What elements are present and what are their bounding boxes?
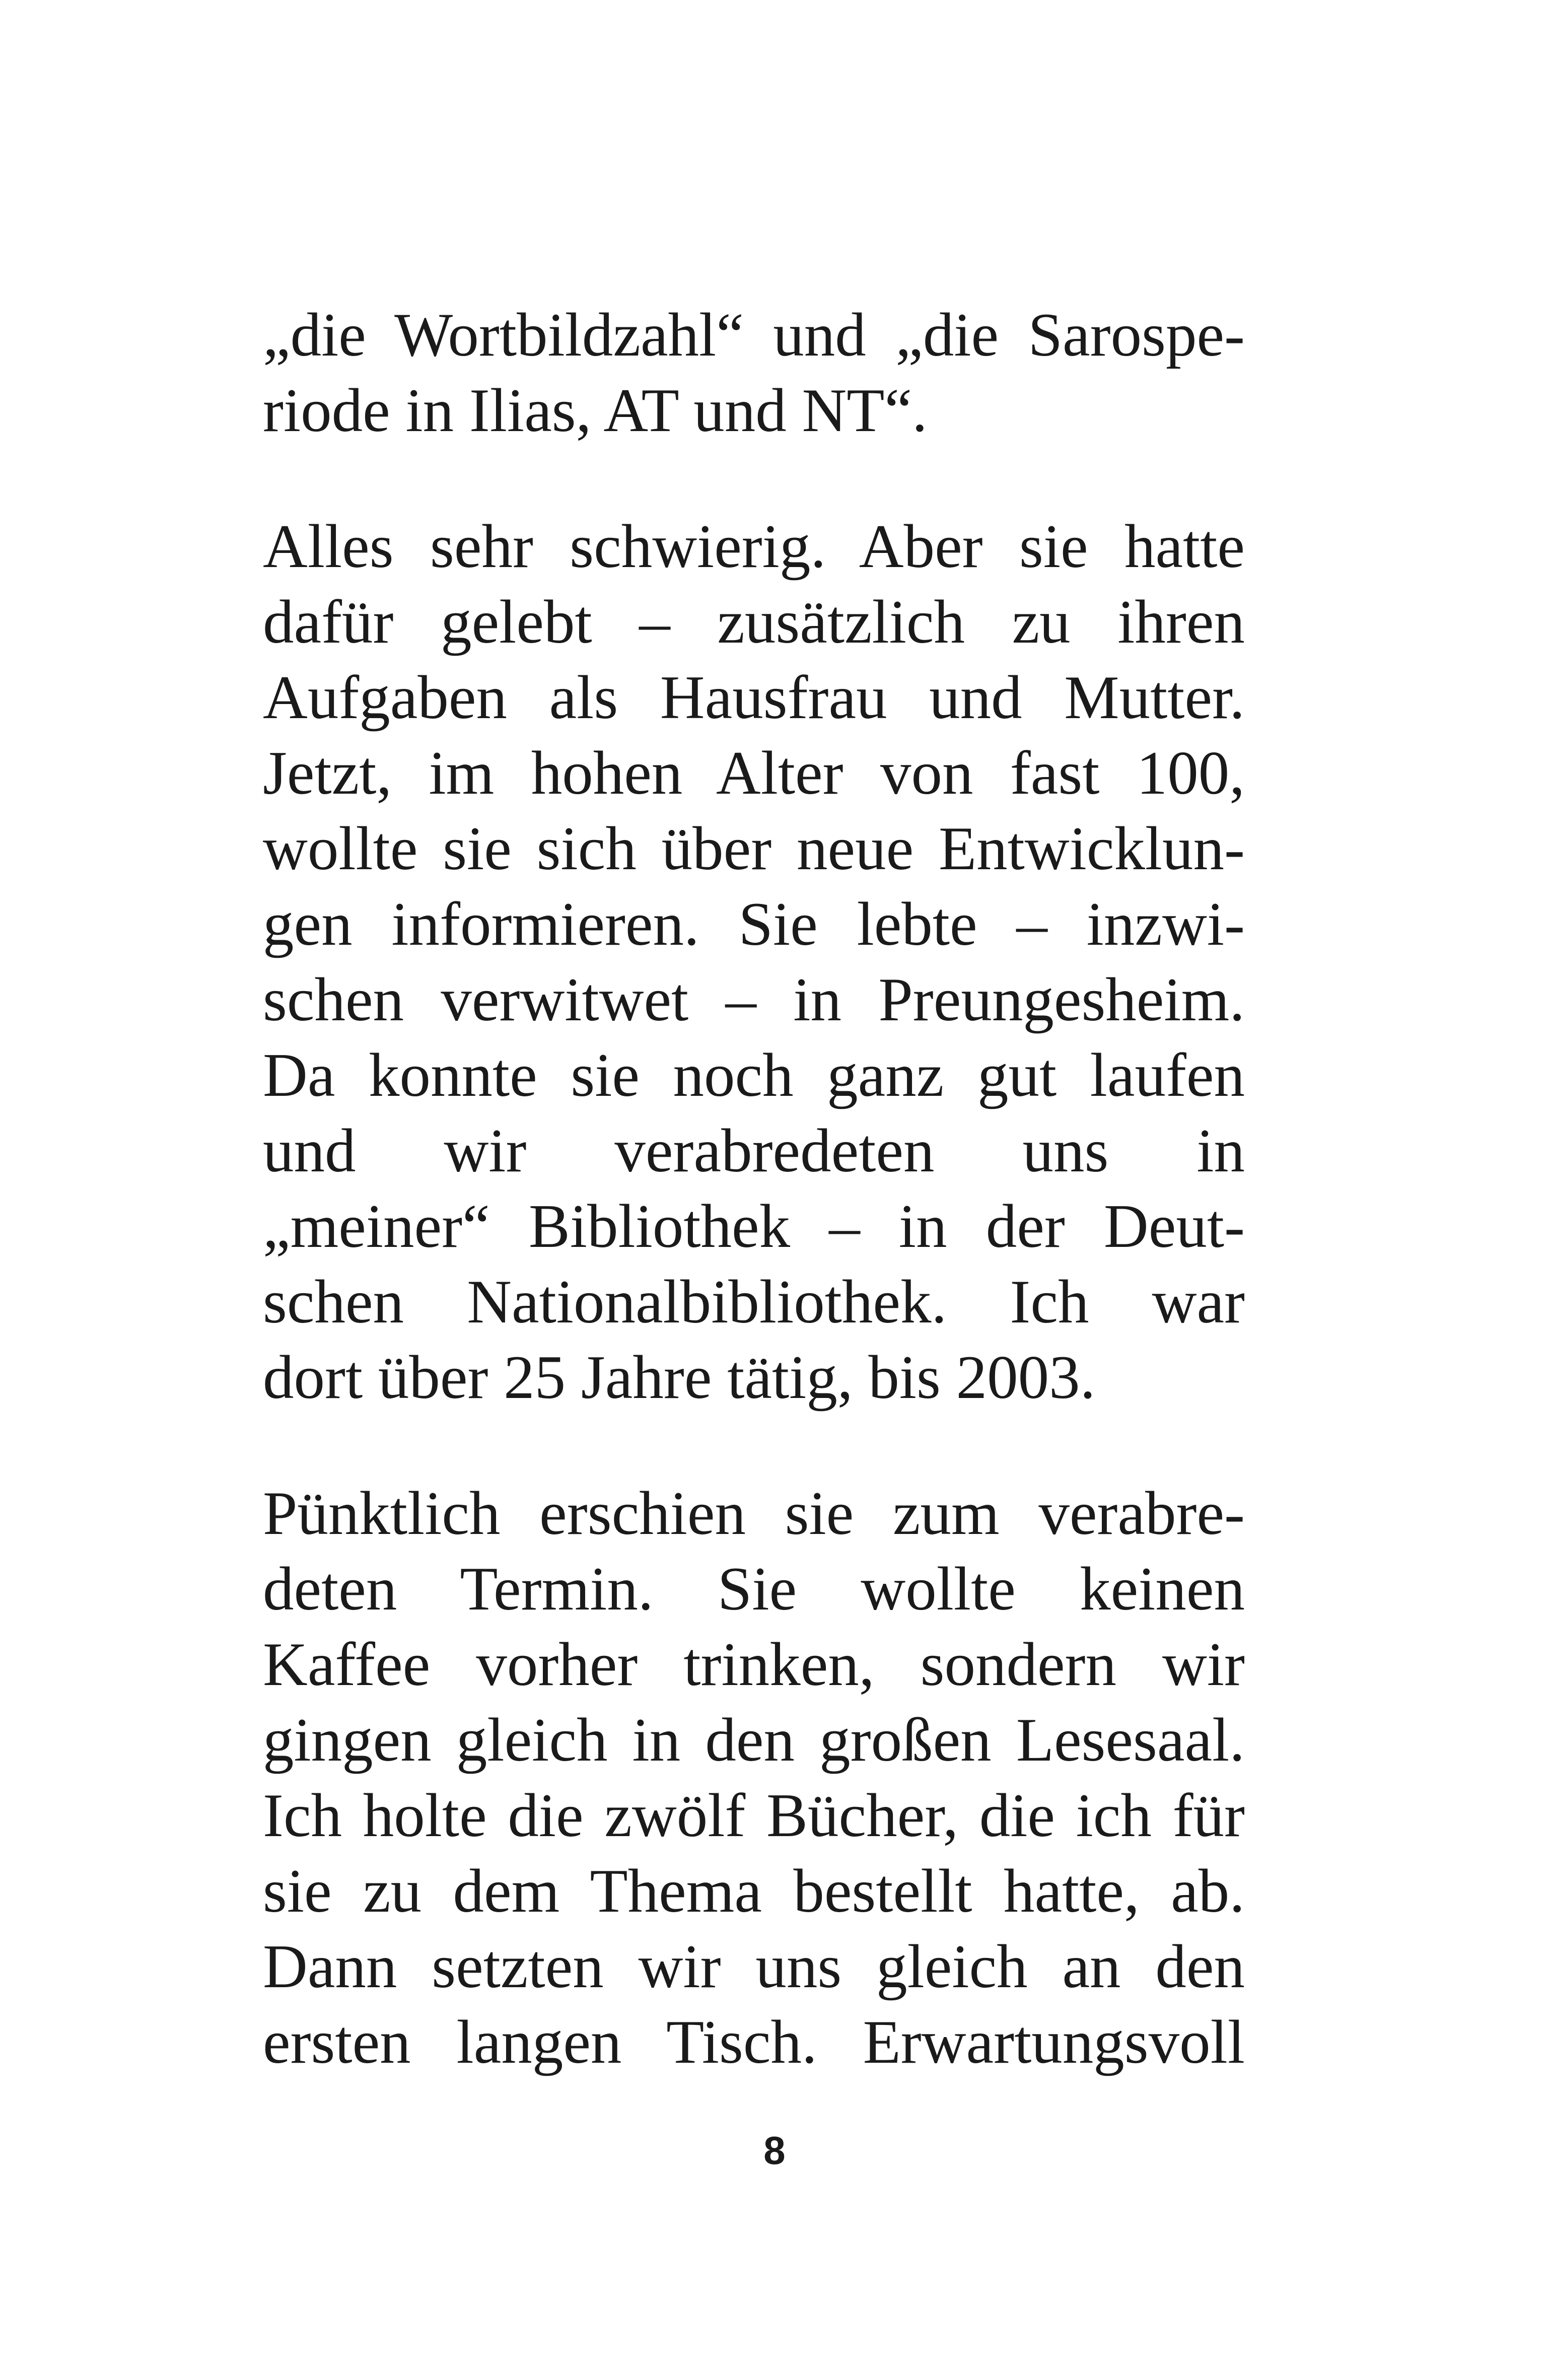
text-line: wollte sie sich über neue Entwicklun- [263, 814, 1245, 883]
text-line: „meiner“ Bibliothek – in der Deut- [263, 1192, 1245, 1261]
text-line: Dann setzten wir uns gleich an den [263, 1932, 1245, 2001]
text-line: Aufgaben als Hausfrau und Mutter. [263, 663, 1245, 732]
paragraph-3 [263, 1476, 1245, 2080]
text-line: Da konnte sie noch ganz gut laufen [263, 1040, 1245, 1109]
paragraph-1 [263, 297, 1245, 448]
text-line: Jetzt, im hohen Alter von fast 100, [263, 738, 1245, 807]
text-line: deten Termin. Sie wollte keinen [263, 1554, 1245, 1623]
text-line: dafür gelebt – zusätzlich zu ihren [263, 587, 1245, 656]
text-line: Pünktlich erschien sie zum verabre- [263, 1479, 1245, 1548]
text-line: schen verwitwet – in Preungesheim. [263, 965, 1245, 1034]
text-line: Ich holte die zwölf Bücher, die ich für [263, 1781, 1245, 1850]
text-line: „die Wortbildzahl“ und „die Sarospe- [263, 300, 1245, 369]
text-line: Kaffee vorher trinken, sondern wir [263, 1630, 1245, 1699]
text-line: ersten langen Tisch. Erwartungsvoll [263, 2007, 1245, 2076]
text-line: gingen gleich in den großen Lesesaal. [263, 1705, 1245, 1774]
paragraph-2 [263, 509, 1245, 1415]
text-line: gen informieren. Sie lebte – inzwi- [263, 889, 1245, 958]
text-line: sie zu dem Thema bestellt hatte, ab. [263, 1856, 1245, 1925]
text-line: Alles sehr schwierig. Aber sie hatte [263, 512, 1245, 581]
text-line: und wir verabredeten uns in [263, 1116, 1245, 1185]
text-line: dort über 25 Jahre tätig, bis 2003. [263, 1343, 1096, 1412]
text-line: schen Nationalbibliothek. Ich war [263, 1267, 1245, 1336]
page-number: 8 [763, 2128, 786, 2173]
text-line: riode in Ilias, AT und NT“. [263, 376, 928, 445]
